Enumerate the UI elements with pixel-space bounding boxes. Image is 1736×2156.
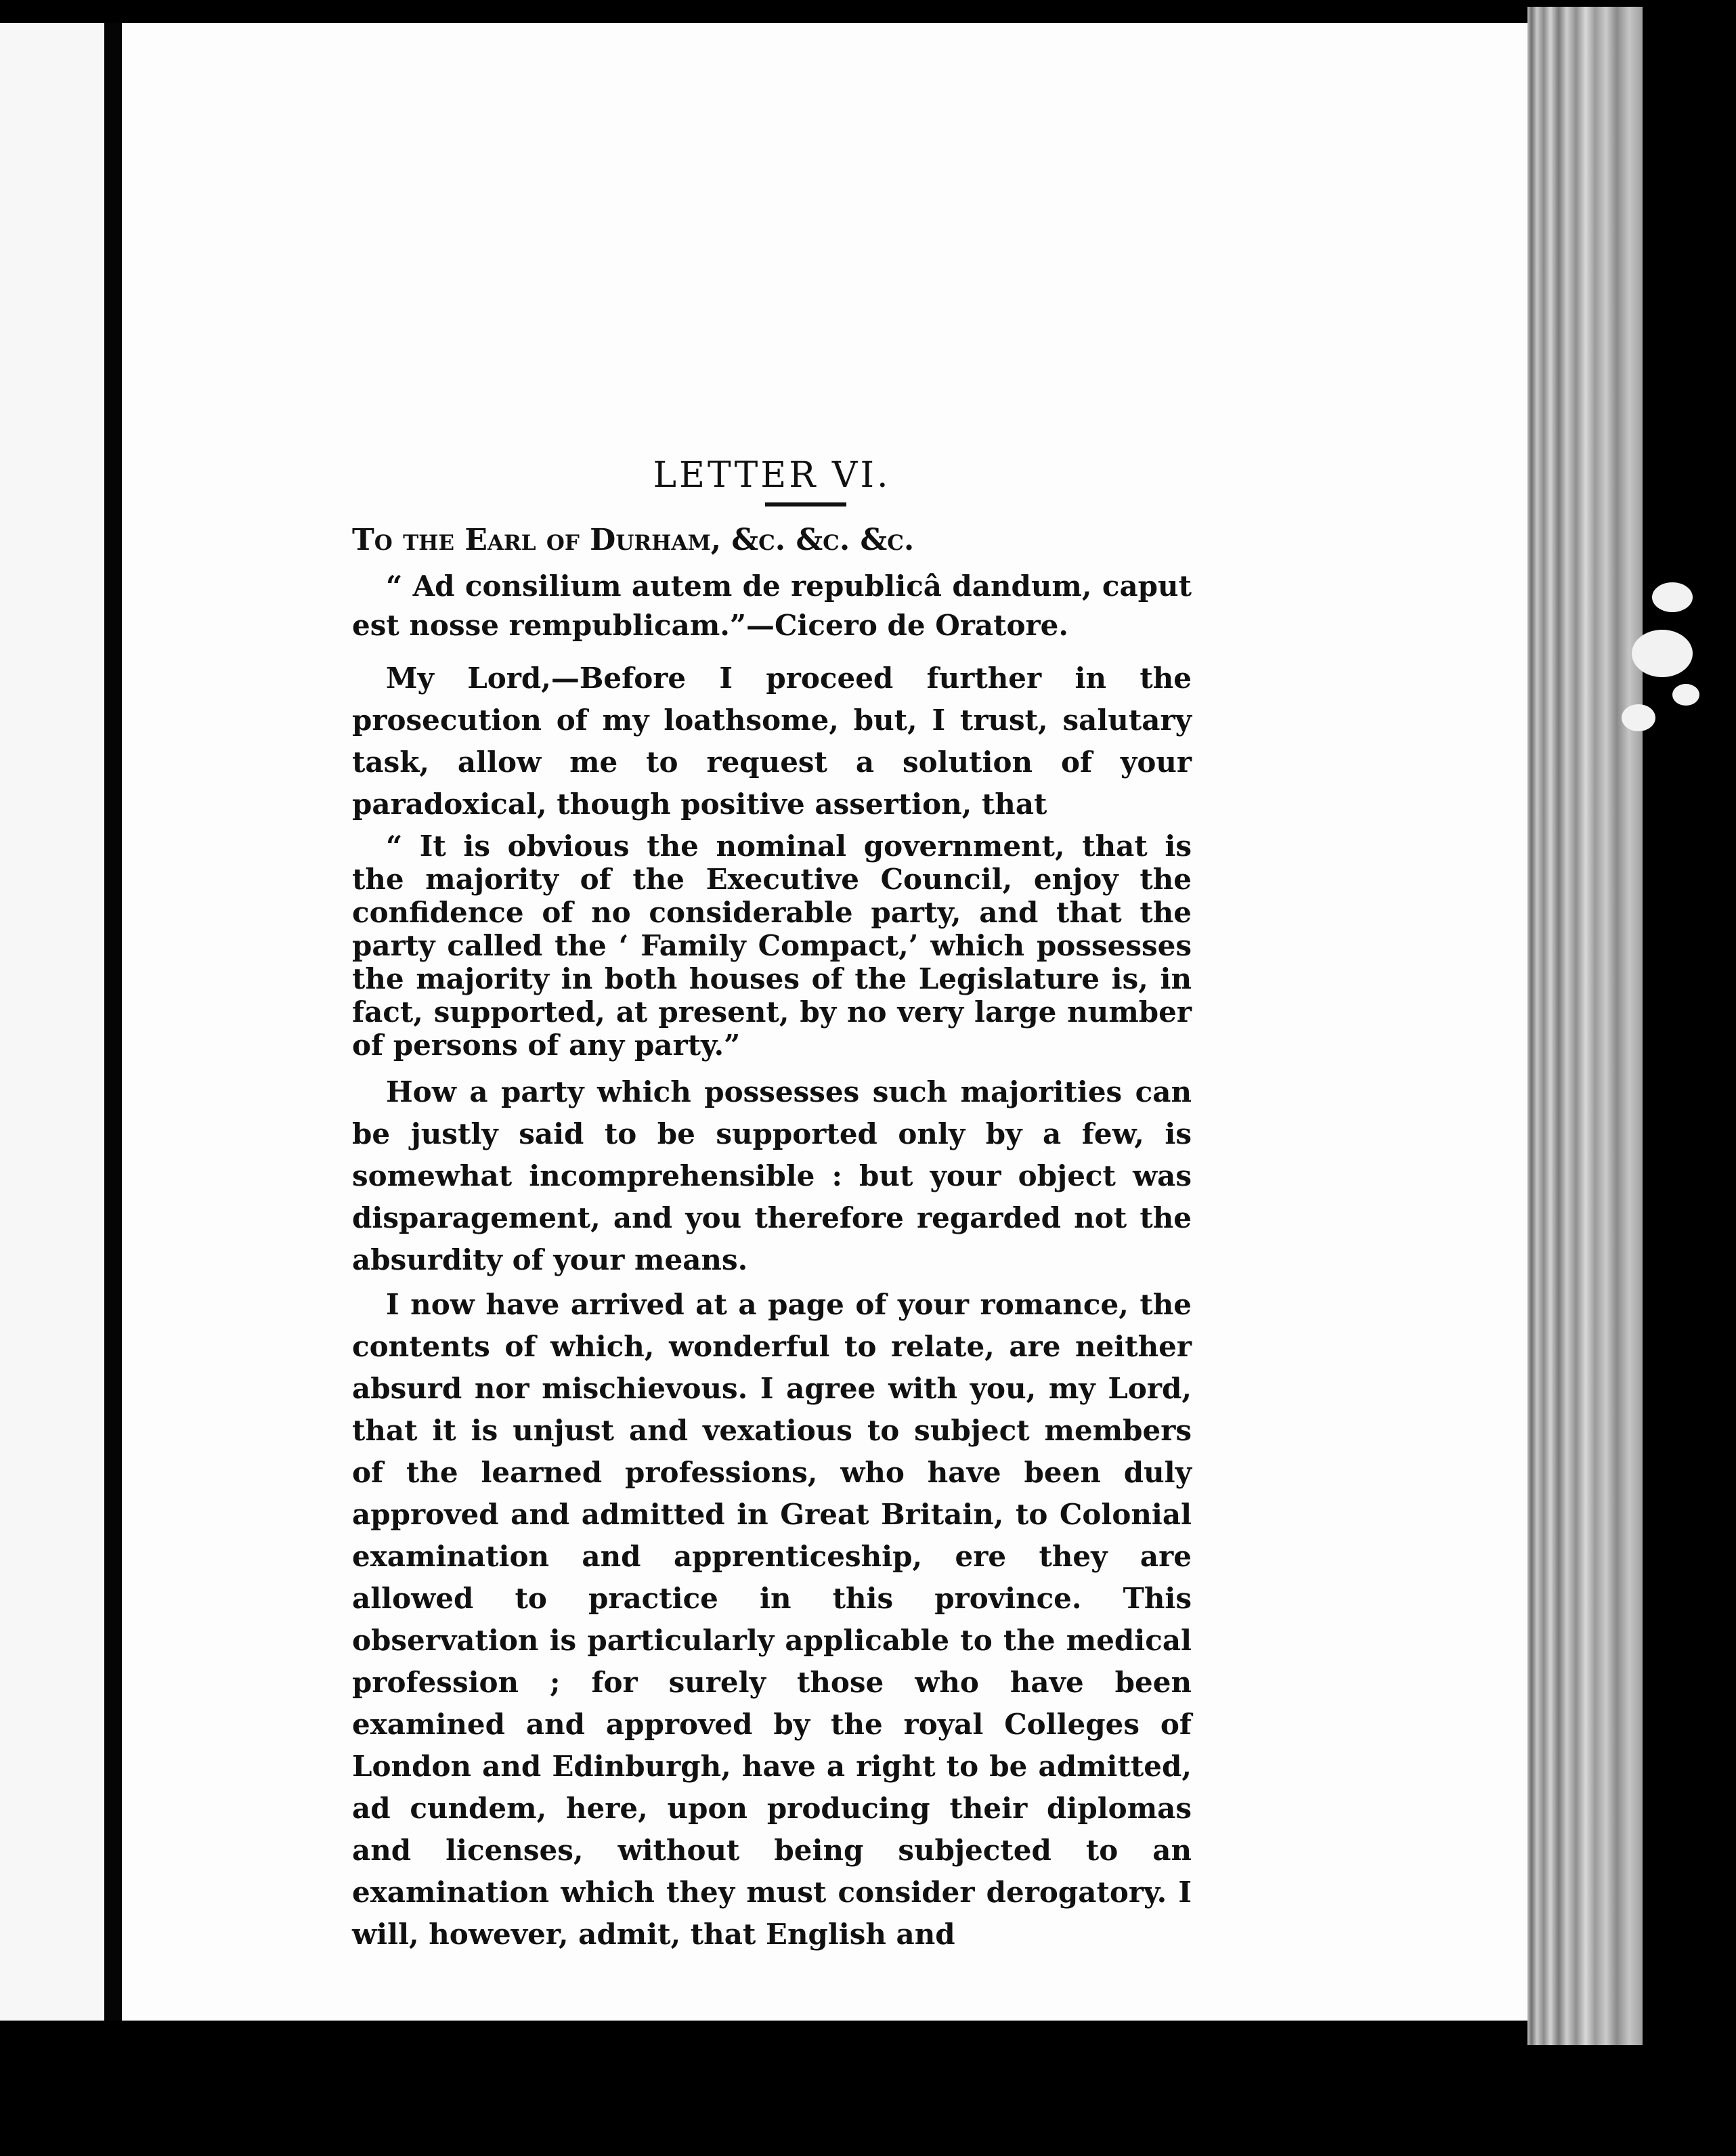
addressee-line: To the Earl of Durham, &c. &c. &c. [352,523,915,557]
page-text [352,455,1192,1958]
quoted-report-passage: “ It is obvious the nominal government, that is the majority of the Executive Council, enjoy the confidence of no considerable party, and that the party called the ‘ Family Compact,’ which possesses the majority in both houses of the Legislature is, in fact, supported, at present, by no very large number of persons of any party.” [352,829,1192,1062]
paper-speck [1622,704,1655,731]
heading-rule [765,502,846,506]
paper-speck [1672,684,1699,706]
page-edges [1527,7,1643,2045]
paper-speck [1652,582,1693,612]
paper-speck [1632,630,1693,677]
letter-heading: LETTER VI. [653,455,891,496]
paragraph-1: My Lord,—Before I proceed further in the prosecution of my loathsome, but, I trust, salutary task, allow me to request a solution of your paradoxical, though positive assertion, that [352,662,1192,821]
book-gutter [104,23,122,2021]
latin-epigraph: “ Ad consilium autem de republicâ dandum, caput est nosse rempublicam.”—Cicero de Oratore. [352,569,1192,642]
paragraph-3: I now have arrived at a page of your romance, the contents of which, wonderful to relate, are neither absurd nor mischievous. I agree with you, my Lord, that it is unjust and vexatious to subject members of the learned professions, who have been duly approved and admitted in Great Britain, to Colonial examination and apprenticeship, ere they are allowed to practice in this province. This observation is particularly applicable to the medical profession ; for surely those who have been examined and approved by the royal Colleges of London and Edinburgh, have a right to be admitted, ad cundem, here, upon producing their diplomas and licenses, without being subjected to an examination which they must consider derogatory. I will, however, admit, that English and [352,1288,1192,1951]
paragraph-2: How a party which possesses such majorities can be justly said to be supported only by a few, is somewhat incomprehensible : but your object was disparagement, and you therefore regarded not the absurdity of your means. [352,1075,1192,1276]
facing-page-strip [0,23,104,2021]
